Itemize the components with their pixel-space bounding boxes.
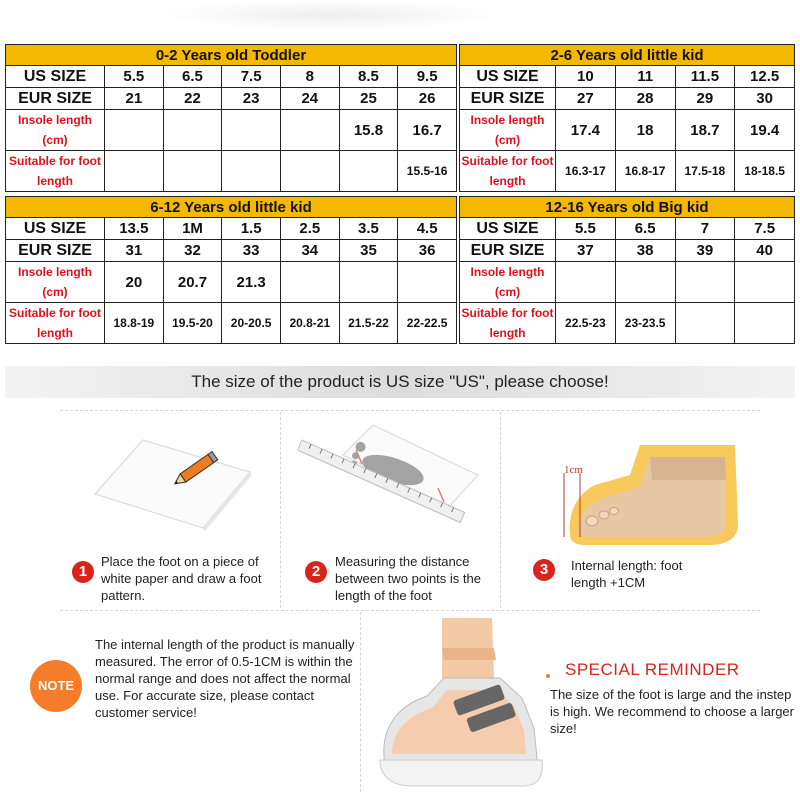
cell: 11 bbox=[615, 66, 675, 88]
cell bbox=[735, 262, 795, 303]
cell bbox=[105, 151, 164, 192]
cell: 35 bbox=[339, 240, 398, 262]
footprint-ruler-illustration bbox=[298, 420, 488, 535]
step-2-text: Measuring the distance between two points is the length of the foot bbox=[335, 554, 481, 603]
insole-length-label: Insole length (cm) bbox=[6, 262, 105, 303]
insole-length-label: Insole length (cm) bbox=[6, 110, 105, 151]
eur-size-label: EUR SIZE bbox=[460, 88, 556, 110]
cell bbox=[339, 151, 398, 192]
cell: 38 bbox=[615, 240, 675, 262]
cell: 18.7 bbox=[675, 110, 735, 151]
size-table-little-kid-2-6 bbox=[459, 44, 795, 192]
table-title: 12-16 Years old Big kid bbox=[460, 197, 795, 218]
cell: 3.5 bbox=[339, 218, 398, 240]
divider bbox=[360, 612, 361, 792]
cell: 17.4 bbox=[556, 110, 616, 151]
note-badge: NOTE bbox=[30, 660, 82, 712]
cell: 25 bbox=[339, 88, 398, 110]
foot-length-label: Suitable for foot length bbox=[460, 303, 556, 344]
cell: 20-20.5 bbox=[222, 303, 281, 344]
foot-length-label: Suitable for foot length bbox=[6, 151, 105, 192]
insole-length-label: Insole length (cm) bbox=[460, 110, 556, 151]
size-table-toddler bbox=[5, 44, 457, 192]
cell: 9.5 bbox=[398, 66, 457, 88]
table-title: 6-12 Years old little kid bbox=[6, 197, 457, 218]
cell: 39 bbox=[675, 240, 735, 262]
cell: 24 bbox=[280, 88, 339, 110]
eur-size-label: EUR SIZE bbox=[6, 88, 105, 110]
size-table-big-kid bbox=[459, 196, 795, 344]
us-size-label: US SIZE bbox=[460, 218, 556, 240]
cell: 30 bbox=[735, 88, 795, 110]
cell: 23-23.5 bbox=[615, 303, 675, 344]
cell: 8 bbox=[280, 66, 339, 88]
cell: 32 bbox=[163, 240, 222, 262]
cell bbox=[222, 151, 281, 192]
paper-pencil-illustration bbox=[85, 432, 260, 532]
cell: 1.5 bbox=[222, 218, 281, 240]
cell: 8.5 bbox=[339, 66, 398, 88]
cell bbox=[105, 110, 164, 151]
cell: 18 bbox=[615, 110, 675, 151]
cell: 5.5 bbox=[556, 218, 616, 240]
cell: 40 bbox=[735, 240, 795, 262]
one-cm-marker: 1cm bbox=[564, 464, 583, 476]
cell: 19.4 bbox=[735, 110, 795, 151]
cell: 6.5 bbox=[163, 66, 222, 88]
cell: 21 bbox=[105, 88, 164, 110]
cell bbox=[556, 262, 616, 303]
cell: 15.8 bbox=[339, 110, 398, 151]
cell: 20.8-21 bbox=[280, 303, 339, 344]
cell bbox=[615, 262, 675, 303]
foot-length-label: Suitable for foot length bbox=[6, 303, 105, 344]
cell: 34 bbox=[280, 240, 339, 262]
step-3-text: Internal length: foot length +1CM bbox=[571, 558, 683, 590]
foot-length-label: Suitable for foot length bbox=[460, 151, 556, 192]
eur-size-label: EUR SIZE bbox=[6, 240, 105, 262]
cell: 19.5-20 bbox=[163, 303, 222, 344]
step-1-badge: 1 bbox=[72, 561, 94, 583]
cell bbox=[280, 262, 339, 303]
top-fade bbox=[150, 0, 510, 30]
us-size-label: US SIZE bbox=[6, 66, 105, 88]
table-title: 2-6 Years old little kid bbox=[460, 45, 795, 66]
cell bbox=[735, 303, 795, 344]
shoe-foot-illustration bbox=[560, 435, 745, 555]
step-2-badge: 2 bbox=[305, 561, 327, 583]
cell bbox=[675, 262, 735, 303]
cell: 16.7 bbox=[398, 110, 457, 151]
divider bbox=[60, 410, 760, 411]
us-size-label: US SIZE bbox=[460, 66, 556, 88]
cell bbox=[222, 110, 281, 151]
cell: 16.3-17 bbox=[556, 151, 616, 192]
special-reminder-title: SPECIAL REMINDER bbox=[565, 660, 740, 679]
table-title: 0-2 Years old Toddler bbox=[6, 45, 457, 66]
cell: 22-22.5 bbox=[398, 303, 457, 344]
cell: 4.5 bbox=[398, 218, 457, 240]
cell: 7.5 bbox=[222, 66, 281, 88]
cell: 20 bbox=[105, 262, 164, 303]
cell: 29 bbox=[675, 88, 735, 110]
cell bbox=[280, 110, 339, 151]
cell: 21.3 bbox=[222, 262, 281, 303]
cell: 6.5 bbox=[615, 218, 675, 240]
cell: 16.8-17 bbox=[615, 151, 675, 192]
note-text: The internal length of the product is manually measured. The error of 0.5-1CM is within the normal range and does not affect the normal use. For accurate size, please contact customer service! bbox=[95, 637, 355, 720]
cell bbox=[398, 262, 457, 303]
size-note-banner: The size of the product is US size "US", please choose! bbox=[5, 366, 795, 398]
cell: 5.5 bbox=[105, 66, 164, 88]
cell bbox=[163, 110, 222, 151]
cell: 22 bbox=[163, 88, 222, 110]
cell: 7 bbox=[675, 218, 735, 240]
kid-shoe-illustration bbox=[372, 618, 550, 790]
cell bbox=[163, 151, 222, 192]
cell: 18-18.5 bbox=[735, 151, 795, 192]
cell: 27 bbox=[556, 88, 616, 110]
cell: 26 bbox=[398, 88, 457, 110]
cell: 37 bbox=[556, 240, 616, 262]
cell bbox=[675, 303, 735, 344]
cell bbox=[339, 262, 398, 303]
cell: 2.5 bbox=[280, 218, 339, 240]
cell: 21.5-22 bbox=[339, 303, 398, 344]
eur-size-label: EUR SIZE bbox=[460, 240, 556, 262]
cell bbox=[280, 151, 339, 192]
divider bbox=[500, 412, 501, 608]
cell: 13.5 bbox=[105, 218, 164, 240]
special-reminder-text: The size of the foot is large and the instep is high. We recommend to choose a larger size! bbox=[550, 687, 794, 736]
cell: 10 bbox=[556, 66, 616, 88]
cell: 31 bbox=[105, 240, 164, 262]
cell: 11.5 bbox=[675, 66, 735, 88]
cell: 28 bbox=[615, 88, 675, 110]
cell: 23 bbox=[222, 88, 281, 110]
cell: 33 bbox=[222, 240, 281, 262]
divider bbox=[280, 412, 281, 608]
cell: 15.5-16 bbox=[398, 151, 457, 192]
step-3-badge: 3 bbox=[533, 559, 555, 581]
cell: 18.8-19 bbox=[105, 303, 164, 344]
cell: 17.5-18 bbox=[675, 151, 735, 192]
us-size-label: US SIZE bbox=[6, 218, 105, 240]
cell: 36 bbox=[398, 240, 457, 262]
size-table-little-kid-6-12 bbox=[5, 196, 457, 344]
cell: 22.5-23 bbox=[556, 303, 616, 344]
cell: 12.5 bbox=[735, 66, 795, 88]
step-1-text: Place the foot on a piece of white paper and draw a foot pattern. bbox=[101, 554, 262, 603]
cell: 1M bbox=[163, 218, 222, 240]
divider bbox=[60, 610, 760, 611]
insole-length-label: Insole length (cm) bbox=[460, 262, 556, 303]
cell: 7.5 bbox=[735, 218, 795, 240]
cell: 20.7 bbox=[163, 262, 222, 303]
